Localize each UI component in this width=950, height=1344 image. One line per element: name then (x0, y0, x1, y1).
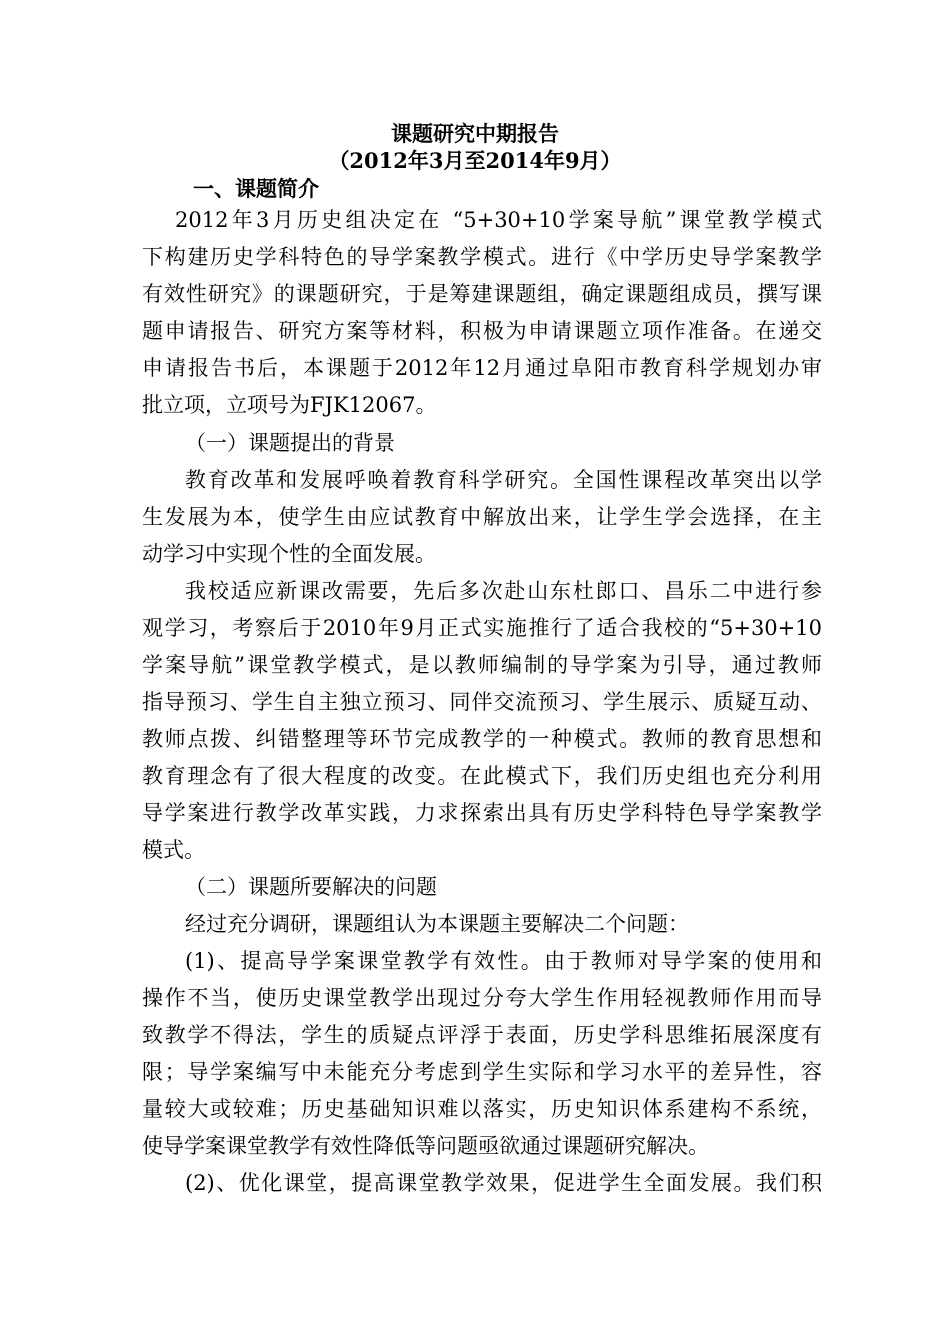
background-paragraph-line: 教育理念有了很大程度的改变。在此模式下，我们历史组也充分利用 (142, 764, 822, 788)
background-paragraph-line: 生发展为本，使学生由应试教育中解放出来，让学生学会选择，在主 (142, 505, 822, 529)
problem-1-line: (1)、提高导学案课堂教学有效性。由于教师对导学案的使用和 (185, 949, 822, 973)
report-date-range: （2012年3月至2014年9月） (328, 148, 622, 173)
background-paragraph-line: 学案导航”课堂教学模式，是以教师编制的导学案为引导，通过教师 (142, 653, 822, 677)
background-paragraph-line: 教师点拨、纠错整理等环节完成教学的一种模式。教师的教育思想和 (142, 727, 822, 751)
intro-line: 批立项，立项号为FJK12067。 (142, 393, 437, 417)
subsection-heading-background: （一）课题提出的背景 (185, 431, 395, 455)
problem-1-line: 限；导学案编写中未能充分考虑到学生实际和学习水平的差异性，容 (142, 1060, 822, 1084)
subsection-heading-problems: （二）课题所要解决的问题 (185, 875, 437, 899)
section-heading-intro: 一、课题简介 (193, 176, 319, 201)
intro-line: 2012年3月历史组决定在 “5+30+10学案导航”课堂教学模式 (175, 208, 822, 232)
background-paragraph-line: 导学案进行教学改革实践，力求探索出具有历史学科特色导学案教学 (142, 801, 822, 825)
report-title: 课题研究中期报告 (391, 121, 559, 146)
background-paragraph-line: 动学习中实现个性的全面发展。 (142, 542, 436, 566)
problem-1-line: 使导学案课堂教学有效性降低等问题亟欲通过课题研究解决。 (142, 1134, 709, 1158)
intro-line: 申请报告书后，本课题于2012年12月通过阜阳市教育科学规划办审 (142, 356, 822, 380)
intro-line: 题申请报告、研究方案等材料，积极为申请课题立项作准备。在递交 (142, 319, 822, 343)
background-paragraph-line: 教育改革和发展呼唤着教育科学研究。全国性课程改革突出以学 (185, 468, 822, 492)
background-paragraph-line: 模式。 (142, 838, 205, 862)
background-paragraph-line: 指导预习、学生自主独立预习、同伴交流预习、学生展示、质疑互动、 (142, 690, 822, 714)
background-paragraph-line: 我校适应新课改需要，先后多次赴山东杜郎口、昌乐二中进行参 (185, 579, 822, 603)
intro-line: 有效性研究》的课题研究，于是筹建课题组，确定课题组成员，撰写课 (142, 282, 822, 306)
problem-2-line: (2)、优化课堂，提高课堂教学效果，促进学生全面发展。我们积 (185, 1171, 822, 1195)
background-paragraph-line: 观学习，考察后于2010年9月正式实施推行了适合我校的“5+30+10 (142, 616, 822, 640)
problems-intro: 经过充分调研，课题组认为本课题主要解决二个问题： (185, 912, 689, 936)
intro-line: 下构建历史学科特色的导学案教学模式。进行《中学历史导学案教学 (142, 245, 822, 269)
problem-1-line: 致教学不得法，学生的质疑点评浮于表面，历史学科思维拓展深度有 (142, 1023, 822, 1047)
problem-1-line: 量较大或较难；历史基础知识难以落实，历史知识体系建构不系统， (142, 1097, 822, 1121)
problem-1-line: 操作不当，使历史课堂教学出现过分夸大学生作用轻视教师作用而导 (142, 986, 822, 1010)
